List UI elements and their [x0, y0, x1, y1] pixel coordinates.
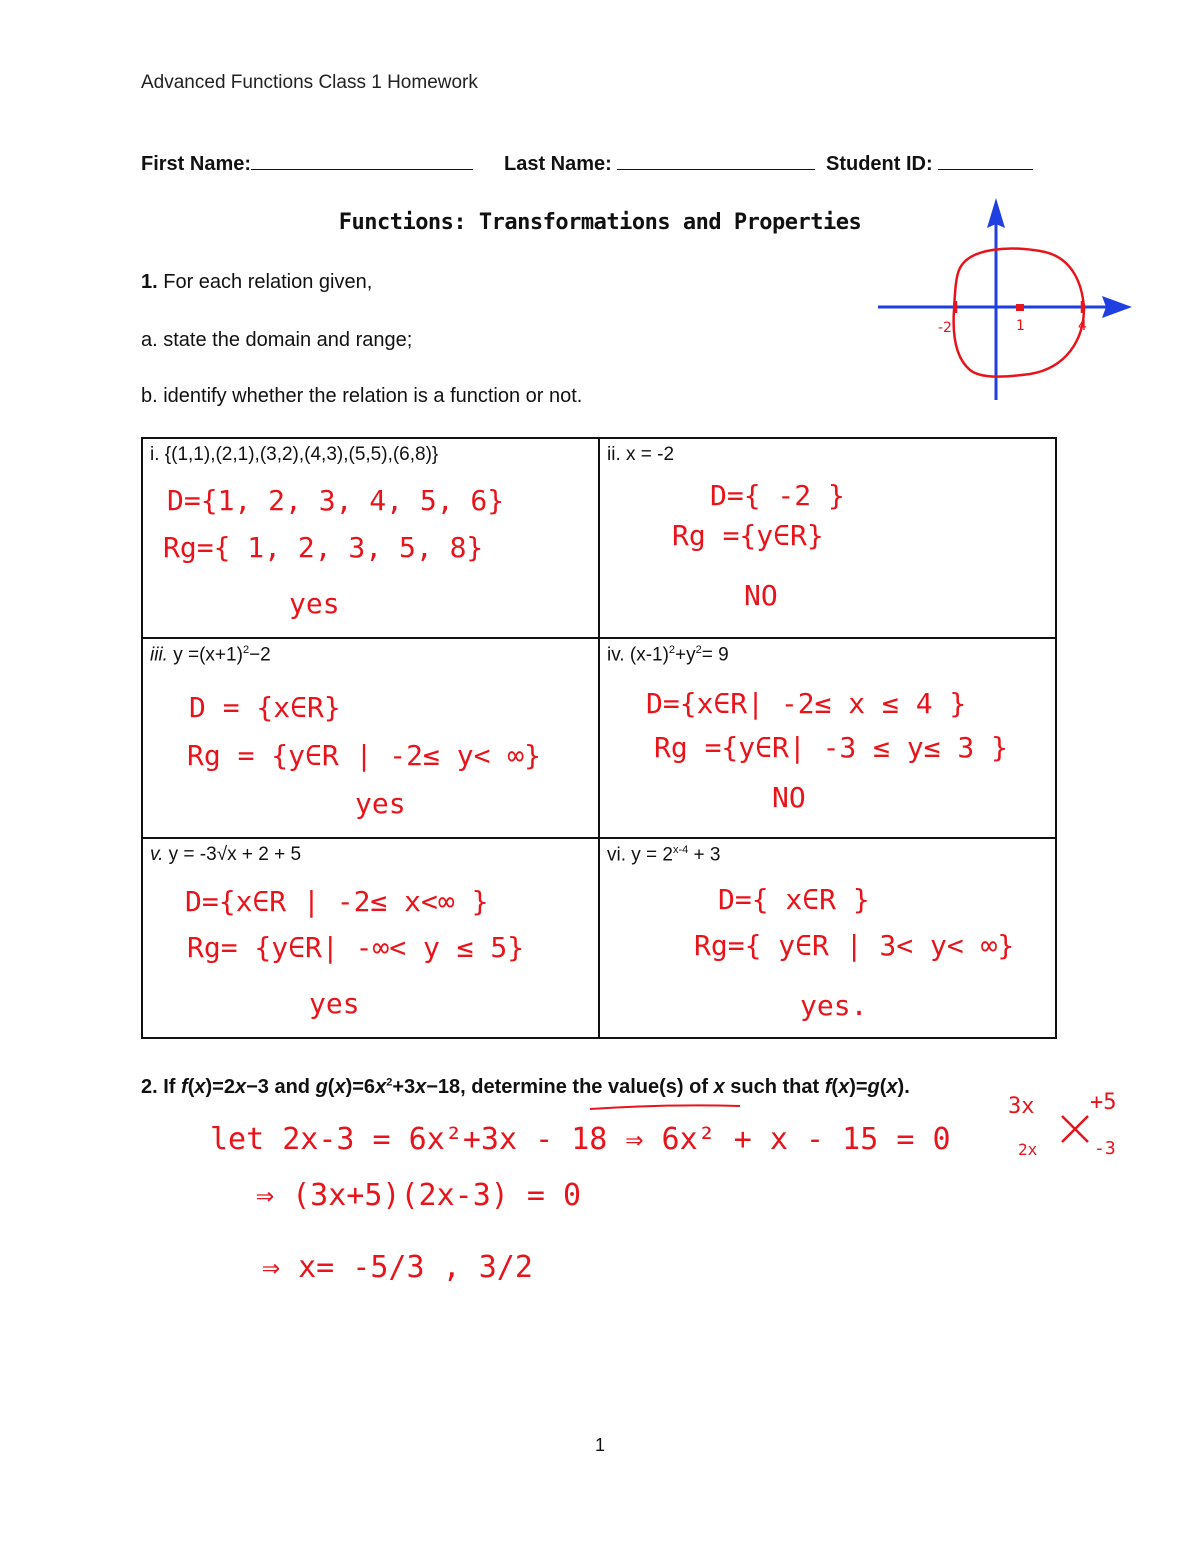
- circle-graph-sketch: [870, 190, 1140, 405]
- document-header: Advanced Functions Class 1 Homework: [141, 72, 478, 93]
- cell-v: [142, 838, 599, 1038]
- x-axis-arrow: [1102, 296, 1132, 318]
- student-id-field: [826, 150, 1033, 176]
- circle-curve: [954, 249, 1084, 377]
- table-row: [142, 838, 1056, 1038]
- function-answer: yes: [355, 787, 406, 820]
- cell-label: ii. x = -2: [607, 444, 675, 465]
- relations-table: [141, 437, 1057, 1039]
- cell-label: iii. $y =(x+1)^2-2$: [150, 644, 271, 666]
- function-answer: yes.: [800, 989, 868, 1022]
- function-answer: NO: [744, 579, 778, 612]
- q1-intro-text: For each relation given,: [163, 271, 373, 293]
- table-row: [142, 638, 1056, 838]
- work-line-3: ⇒ x= -5/3 , 3/2: [262, 1250, 533, 1285]
- y-axis-arrow: [987, 198, 1005, 228]
- q1-part-a: a. state the domain and range;: [141, 329, 413, 351]
- student-id-label: Student ID:: [826, 153, 933, 175]
- page-title: Functions: Transformations and Properties: [338, 210, 862, 235]
- label-four: 4: [1078, 318, 1087, 334]
- table-row: [142, 438, 1056, 638]
- cell-i: [142, 438, 599, 638]
- factor-cross: [1058, 1112, 1092, 1146]
- cell-iv: [599, 638, 1056, 838]
- last-name-label: Last Name:: [504, 153, 612, 175]
- cell-ii: [599, 438, 1056, 638]
- range-answer: Rg={ 1, 2, 3, 5, 8}: [163, 531, 484, 564]
- function-answer: NO: [772, 781, 806, 814]
- function-answer: yes: [309, 987, 360, 1020]
- domain-answer: D={ -2 }: [710, 479, 845, 512]
- work-line-2: ⇒ (3x+5)(2x-3) = 0: [256, 1178, 582, 1213]
- cell-vi: [599, 838, 1056, 1038]
- q1-intro: [141, 271, 372, 294]
- cell-label: iv. $(x-1)^2+y^2= 9$: [607, 644, 729, 666]
- q2-prompt: 2. If f(x)=2x−3 and $g(x)=6x^2+3x-18$, determine the value(s) of x such that f(x)=g(x).: [141, 1076, 910, 1098]
- q1-part-b: b. identify whether the relation is a function or not.: [141, 385, 583, 407]
- range-answer: Rg ={y∈R}: [672, 519, 824, 552]
- label-one: 1: [1016, 318, 1025, 334]
- cell-label: vi. $y = 2^{x-4} + 3$: [607, 844, 721, 866]
- domain-answer: D={x∈R | -2≤ x<∞ }: [185, 885, 489, 918]
- q1-number: 1.: [141, 271, 158, 293]
- factor-bottom-left: 2x: [1018, 1140, 1038, 1159]
- first-name-field: [141, 150, 473, 176]
- range-answer: Rg = {y∈R | -2≤ y< ∞}: [187, 739, 542, 772]
- range-answer: Rg= {y∈R| -∞< y ≤ 5}: [187, 931, 525, 964]
- factor-top-right: +5: [1090, 1090, 1117, 1115]
- label-neg2: -2: [938, 320, 952, 336]
- work-line-1: let 2x-3 = 6x²+3x - 18 ⇒ 6x² + x - 15 = 0: [210, 1122, 951, 1157]
- range-answer: Rg ={y∈R| -3 ≤ y≤ 3 }: [654, 731, 1009, 764]
- factor-top-left: 3x: [1008, 1094, 1035, 1119]
- factor-bottom-right: -3: [1094, 1138, 1116, 1159]
- function-answer: yes: [289, 587, 340, 620]
- first-name-blank[interactable]: [251, 150, 473, 170]
- student-id-blank[interactable]: [938, 150, 1033, 170]
- domain-answer: D={x∈R| -2≤ x ≤ 4 }: [646, 687, 967, 720]
- domain-answer: D={1, 2, 3, 4, 5, 6}: [167, 484, 505, 517]
- value-underline-mark: [586, 1100, 746, 1114]
- center-mark: [1016, 304, 1024, 311]
- page-number: 1: [594, 1435, 605, 1455]
- last-name-blank[interactable]: [617, 150, 815, 170]
- first-name-label: First Name:: [141, 153, 252, 175]
- range-answer: Rg={ y∈R | 3< y< ∞}: [694, 929, 1015, 962]
- domain-answer: D={ x∈R }: [718, 883, 870, 916]
- cell-label: i. {(1,1),(2,1),(3,2),(4,3),(5,5),(6,8)}: [150, 444, 439, 465]
- cell-iii: [142, 638, 599, 838]
- domain-answer: D = {x∈R}: [189, 691, 341, 724]
- cell-label: v. y = -3√x + 2 + 5: [150, 844, 302, 865]
- last-name-field: [504, 150, 815, 176]
